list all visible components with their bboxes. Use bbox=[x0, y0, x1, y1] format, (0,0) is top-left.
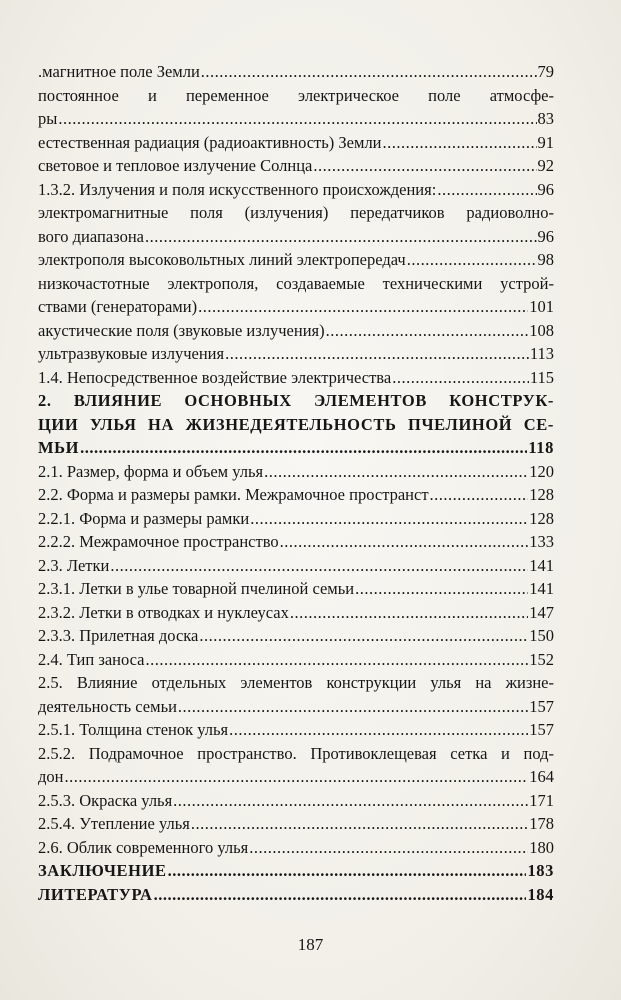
toc-entry bbox=[38, 507, 554, 531]
dot-leader bbox=[229, 718, 528, 742]
toc-entry bbox=[38, 178, 554, 202]
toc-page-ref: 98 bbox=[537, 250, 554, 269]
toc-entry-text: 2.3. Летки bbox=[38, 555, 110, 575]
toc-entry bbox=[38, 389, 554, 460]
toc-page-ref: 183 bbox=[527, 861, 554, 880]
toc-page-ref: 133 bbox=[529, 532, 554, 551]
dot-leader bbox=[80, 436, 527, 460]
toc-entry bbox=[38, 859, 554, 883]
toc-entry-text: ствами (генераторами) bbox=[38, 297, 198, 316]
toc-page-ref: 180 bbox=[529, 837, 554, 857]
toc-entry-text: МЬИ bbox=[38, 438, 80, 457]
toc-entry bbox=[38, 248, 554, 272]
dot-leader bbox=[145, 225, 537, 249]
toc-entry-text: ультразвуковые излучения bbox=[38, 344, 225, 363]
toc-page-ref: 96 bbox=[537, 179, 554, 199]
toc-entry bbox=[38, 789, 554, 813]
toc-entry-text: деятельность семьи bbox=[38, 696, 177, 716]
toc-entry-text: вого диапазона bbox=[38, 226, 144, 246]
dot-leader bbox=[383, 131, 537, 155]
dot-leader bbox=[313, 154, 536, 178]
toc-entry-text: 2.5. Влияние отдельных элементов конструкции улья на жизне- bbox=[38, 673, 554, 692]
dot-leader bbox=[290, 601, 528, 625]
dot-leader bbox=[264, 460, 528, 484]
toc-entry bbox=[38, 460, 554, 484]
toc-entry-text: 2.6. Облик современного улья bbox=[38, 837, 249, 857]
toc-entry bbox=[38, 131, 554, 155]
toc-entry-text: 2.2. Форма и размеры рамки. Межрамочное пространст bbox=[38, 485, 429, 504]
toc-entry bbox=[38, 624, 554, 648]
toc-entry-text: естественная радиация (радиоактивность) Земли bbox=[38, 132, 382, 152]
toc-entry bbox=[38, 671, 554, 718]
toc-entry-text: 1.3.2. Излучения и поля искусственного происхождения: bbox=[38, 179, 437, 199]
toc-entry-text: акустические поля (звуковые излучения) bbox=[38, 320, 325, 340]
toc-entry-text: 2.3.1. Летки в улье товарной пчелиной семьи bbox=[38, 579, 355, 598]
dot-leader bbox=[201, 60, 537, 84]
toc-entry-text: .магнитное поле Земли bbox=[38, 62, 200, 81]
toc-page-ref: 141 bbox=[529, 555, 554, 575]
dot-leader bbox=[58, 107, 536, 131]
toc-entry-text: 2.5.4. Утепление улья bbox=[38, 814, 190, 833]
toc-entry-text: электрополя высоковольтных линий электропередач bbox=[38, 250, 406, 269]
toc-page-ref: 157 bbox=[529, 696, 554, 716]
toc-entry bbox=[38, 60, 554, 84]
toc-entry-text: 2.3.3. Прилетная доска bbox=[38, 626, 199, 645]
toc-entry bbox=[38, 84, 554, 131]
dot-leader bbox=[437, 178, 536, 202]
toc-entry bbox=[38, 812, 554, 836]
toc-entry-text: 2.5.2. Подрамочное пространство. Противоклещевая сетка и под- bbox=[38, 743, 554, 763]
dot-leader bbox=[225, 342, 529, 366]
toc-entry-text: 2.2.2. Межрамочное пространство bbox=[38, 532, 279, 551]
toc-page-ref: 128 bbox=[529, 485, 554, 504]
toc-page-ref: 128 bbox=[529, 508, 554, 528]
toc-entry-text: 2.5.1. Толщина стенок улья bbox=[38, 720, 229, 739]
toc-entry bbox=[38, 836, 554, 860]
toc-entry-text: дон bbox=[38, 767, 64, 786]
dot-leader bbox=[392, 366, 529, 390]
dot-leader bbox=[430, 483, 529, 507]
dot-leader bbox=[198, 295, 528, 319]
dot-leader bbox=[64, 765, 528, 789]
dot-leader bbox=[199, 624, 528, 648]
toc-page-ref: 79 bbox=[537, 62, 554, 81]
toc-page-ref: 113 bbox=[529, 344, 554, 363]
dot-leader bbox=[250, 507, 528, 531]
dot-leader bbox=[191, 812, 528, 836]
toc-entry-text: 2.1. Размер, форма и объем улья bbox=[38, 461, 264, 481]
toc-page-ref: 157 bbox=[529, 720, 554, 739]
dot-leader bbox=[249, 836, 528, 860]
toc-entry bbox=[38, 883, 554, 907]
toc-page-ref: 152 bbox=[529, 649, 554, 669]
toc-entry bbox=[38, 342, 554, 366]
toc-entry-text: ры bbox=[38, 109, 58, 128]
toc-page-ref: 120 bbox=[529, 461, 554, 481]
dot-leader bbox=[280, 530, 529, 554]
toc-entry bbox=[38, 718, 554, 742]
dot-leader bbox=[146, 648, 529, 672]
toc-entry-text: ЛИТЕРАТУРА bbox=[38, 884, 153, 904]
toc-entry-text: 2.2.1. Форма и размеры рамки bbox=[38, 508, 250, 528]
toc-entry-text: 2.4. Тип заноса bbox=[38, 649, 145, 669]
dot-leader bbox=[355, 577, 528, 601]
table-of-contents bbox=[38, 60, 554, 906]
toc-page-ref: 118 bbox=[528, 438, 554, 457]
toc-page-ref: 115 bbox=[529, 367, 554, 387]
toc-entry bbox=[38, 483, 554, 507]
toc-entry-text: электромагнитные поля (излучения) передатчиков радиоволно- bbox=[38, 203, 554, 222]
toc-entry bbox=[38, 577, 554, 601]
dot-leader bbox=[178, 695, 528, 719]
toc-entry bbox=[38, 366, 554, 390]
dot-leader bbox=[168, 859, 527, 883]
toc-page-ref: 92 bbox=[537, 156, 554, 175]
toc-entry-text: постоянное и переменное электрическое поле атмосфе- bbox=[38, 85, 554, 105]
page-number: 187 bbox=[297, 935, 324, 954]
toc-page-ref: 184 bbox=[527, 884, 554, 904]
dot-leader bbox=[154, 883, 527, 907]
toc-entry bbox=[38, 554, 554, 578]
toc-entry bbox=[38, 742, 554, 789]
toc-page-ref: 171 bbox=[529, 790, 554, 810]
toc-entry-text: 2.5.3. Окраска улья bbox=[38, 790, 173, 810]
toc-entry bbox=[38, 530, 554, 554]
toc-page-ref: 108 bbox=[529, 320, 554, 340]
toc-page-ref: 141 bbox=[529, 579, 554, 598]
toc-entry-text: низкочастотные электрополя, создаваемые техническими устрой- bbox=[38, 273, 554, 293]
toc-page-ref: 91 bbox=[537, 132, 554, 152]
dot-leader bbox=[407, 248, 537, 272]
toc-entry bbox=[38, 601, 554, 625]
toc-entry bbox=[38, 648, 554, 672]
toc-page-ref: 96 bbox=[537, 226, 554, 246]
toc-page-ref: 150 bbox=[529, 626, 554, 645]
toc-entry-text: ЦИИ УЛЬЯ НА ЖИЗНЕДЕЯТЕЛЬНОСТЬ ПЧЕЛИНОЙ СЕ- bbox=[38, 414, 554, 434]
toc-entry-text: 1.4. Непосредственное воздействие электричества bbox=[38, 367, 392, 387]
toc-page-ref: 147 bbox=[529, 602, 554, 622]
toc-entry bbox=[38, 154, 554, 178]
dot-leader bbox=[173, 789, 528, 813]
toc-entry-text: световое и тепловое излучение Солнца bbox=[38, 156, 313, 175]
toc-page-ref: 164 bbox=[529, 767, 554, 786]
dot-leader bbox=[110, 554, 528, 578]
toc-entry bbox=[38, 272, 554, 319]
toc-entry bbox=[38, 319, 554, 343]
toc-entry-text: ЗАКЛЮЧЕНИЕ bbox=[38, 861, 167, 880]
toc-entry bbox=[38, 201, 554, 248]
toc-page-ref: 178 bbox=[529, 814, 554, 833]
toc-page-ref: 101 bbox=[529, 297, 554, 316]
toc-entry-text: 2. ВЛИЯНИЕ ОСНОВНЫХ ЭЛЕМЕНТОВ КОНСТРУК- bbox=[38, 391, 554, 410]
toc-page-ref: 83 bbox=[537, 109, 554, 128]
toc-entry-text: 2.3.2. Летки в отводках и нуклеусах bbox=[38, 602, 289, 622]
dot-leader bbox=[326, 319, 529, 343]
